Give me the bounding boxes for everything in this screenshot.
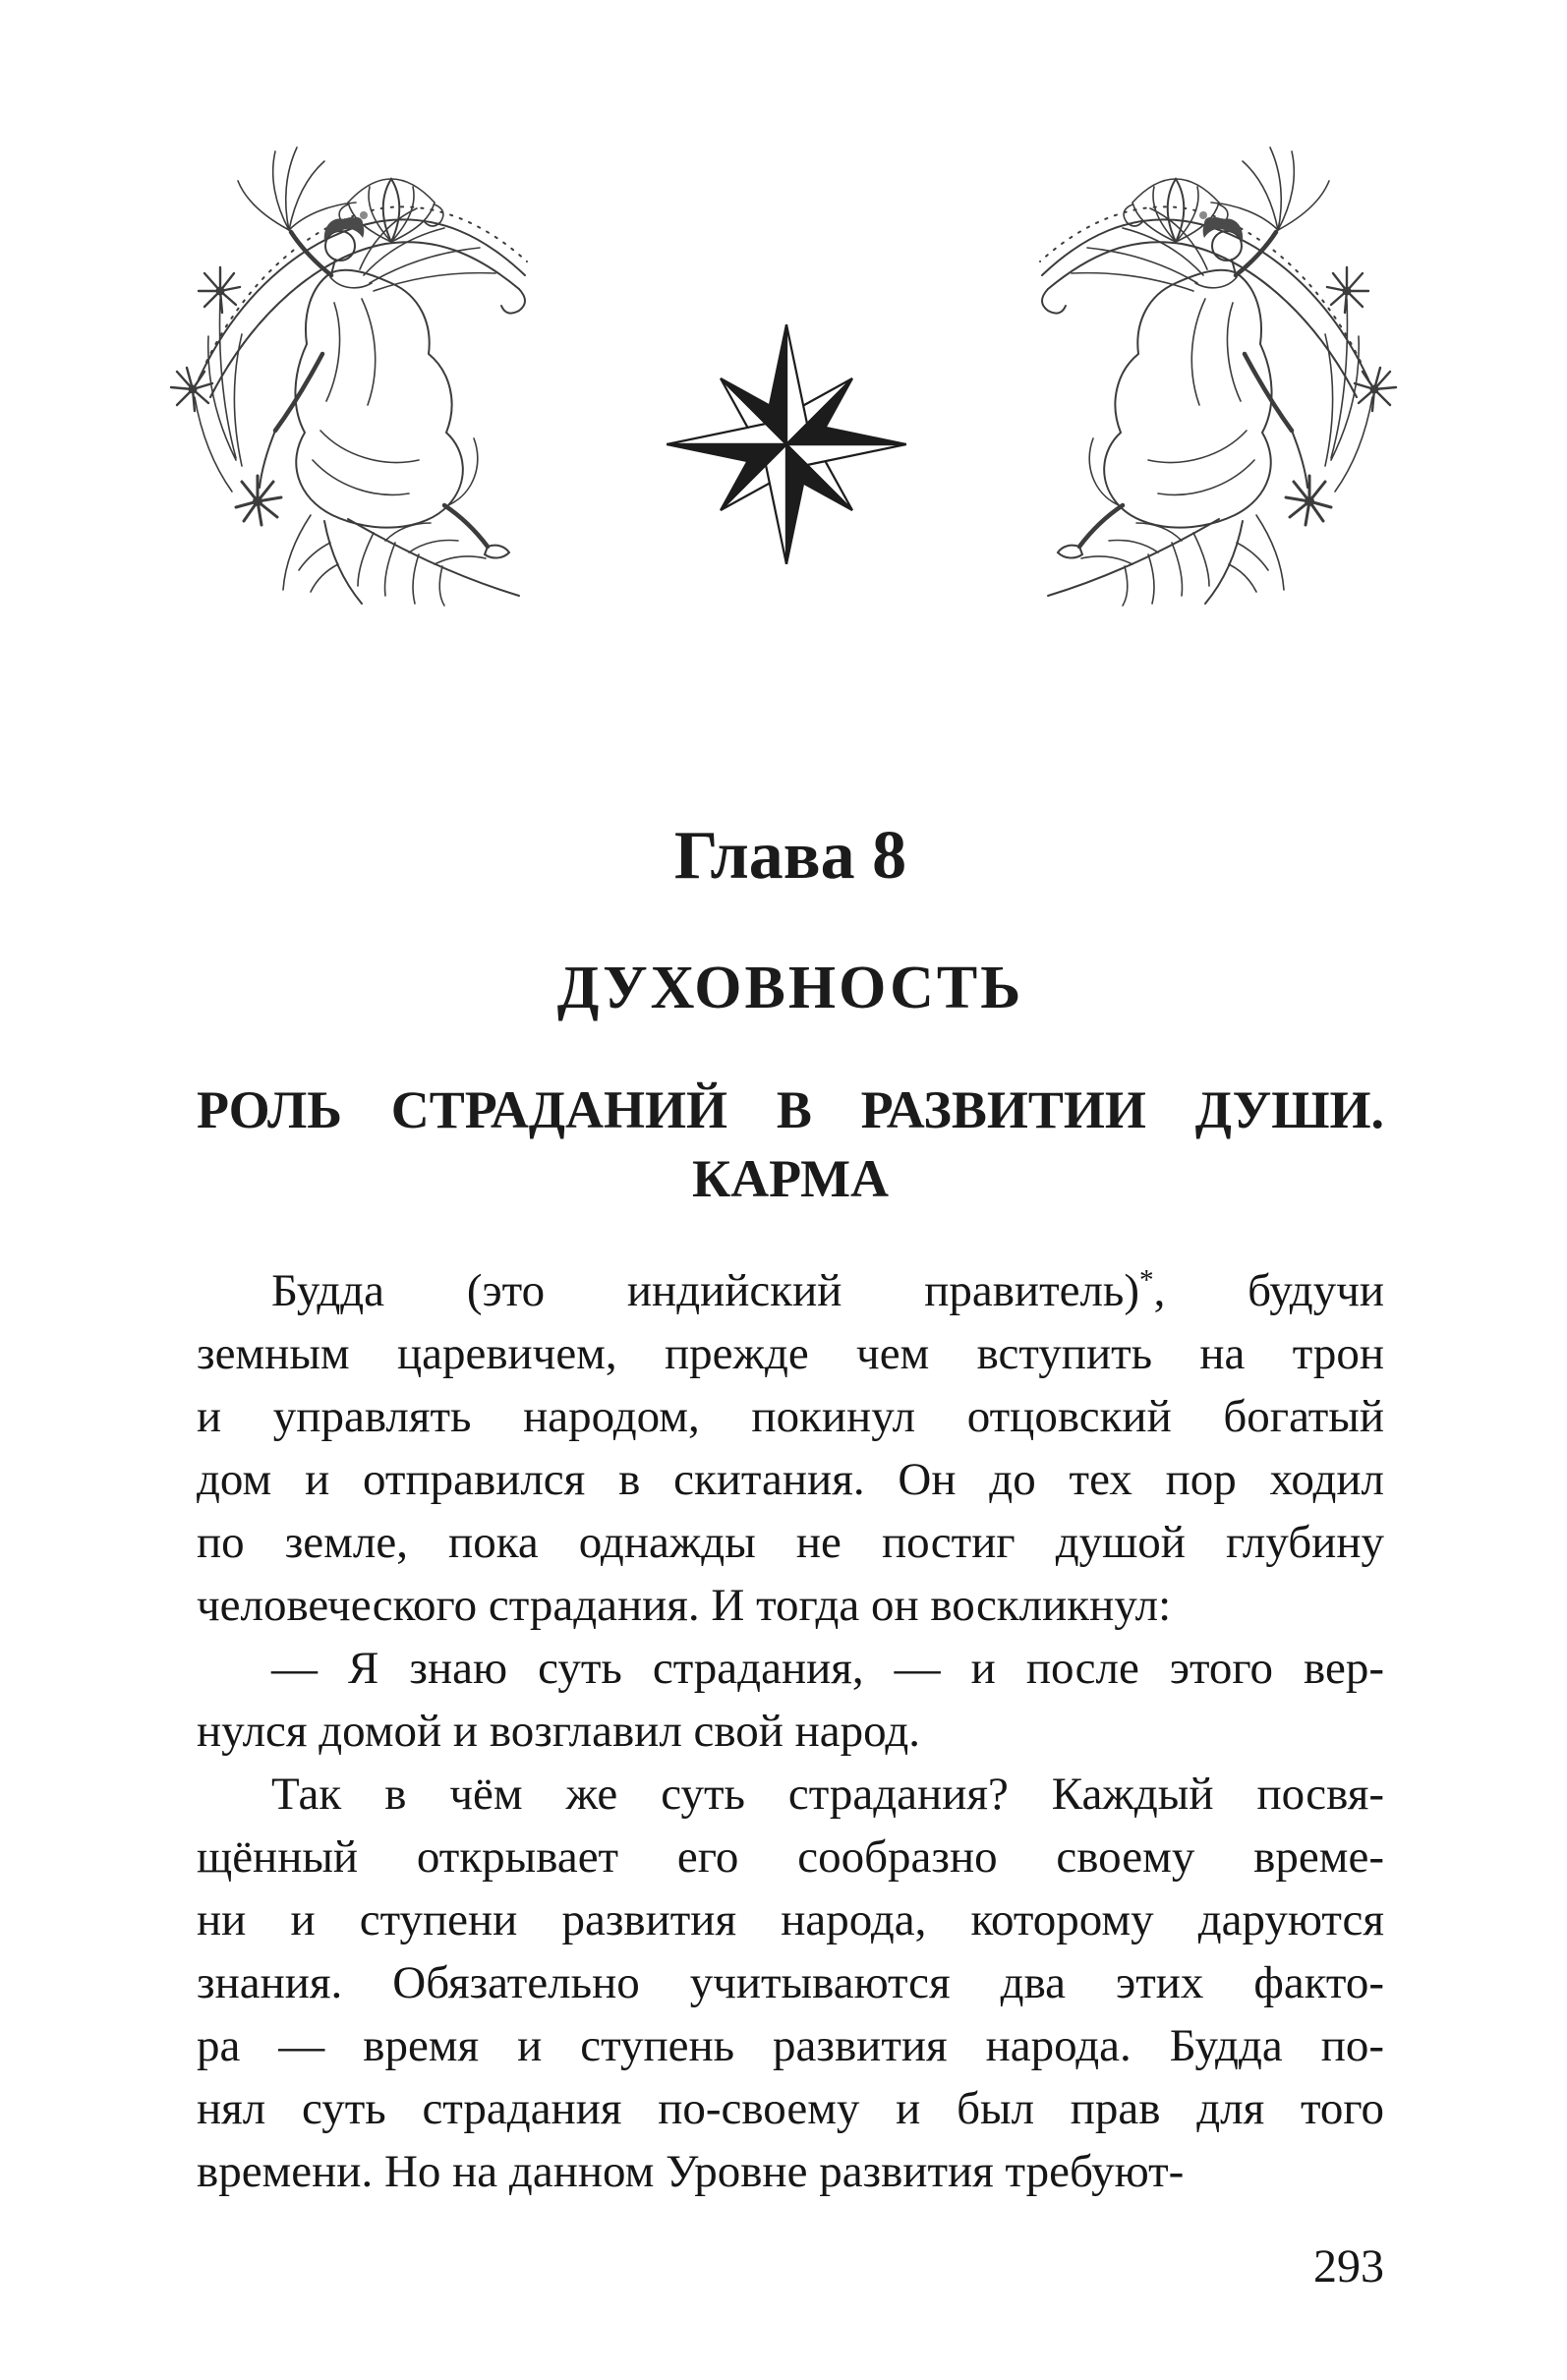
section-title <box>197 1075 1384 1213</box>
chapter-label: Глава 8 <box>673 818 907 894</box>
text-line: по земле, пока однажды не постиг душой глубину <box>197 1517 1384 1568</box>
text-line: и управлять народом, покинул отцовский богатый <box>197 1391 1384 1442</box>
body-text <box>197 1259 1384 2203</box>
section-title-line1: РОЛЬ СТРАДАНИЙ В РАЗВИТИИ ДУШИ. <box>197 1080 1384 1139</box>
text-line: нял суть страдания по-своему и был прав для того <box>197 2083 1384 2134</box>
text-line: Так в чём же суть страдания? Каждый посвя- <box>271 1769 1384 1820</box>
paragraph <box>197 1763 1384 2203</box>
text-line: ни и ступени развития народа, которому даруются <box>197 1894 1384 1945</box>
text-line: ра — время и ступень развития народа. Будда по- <box>197 2020 1384 2071</box>
chapter-title: ДУХОВНОСТЬ <box>556 955 1024 1021</box>
text-line: — Я знаю суть страдания, — и после этого вер- <box>271 1643 1384 1694</box>
compass-rose-icon <box>667 324 906 564</box>
paragraph <box>197 1637 1384 1763</box>
text-line: земным царевичем, прежде чем вступить на трон <box>197 1328 1384 1379</box>
text-line: Будда (это индийский правитель)*, будучи <box>271 1264 1384 1316</box>
paragraph <box>197 1259 1384 1637</box>
text-line: щённый открывает его сообразно своему време- <box>197 1831 1384 1883</box>
fairy-vignette-icon <box>138 126 531 608</box>
text-line: человеческого страдания. И тогда он воскликнул: <box>197 1580 1172 1631</box>
fairy-vignette-icon <box>1036 126 1429 608</box>
section-title-line2: КАРМА <box>691 1149 890 1208</box>
footnote-asterisk: * <box>1139 1264 1154 1297</box>
text-line: времени. Но на данном Уровне развития требуют- <box>197 2146 1185 2197</box>
page-number: 293 <box>1313 2240 1384 2293</box>
text-line: дом и отправился в скитания. Он до тех пор ходил <box>197 1454 1384 1505</box>
text-line: знания. Обязательно учитываются два этих факто- <box>197 1957 1384 2008</box>
text-line: нулся домой и возглавил свой народ. <box>197 1706 920 1757</box>
fairy-vignette-right-illustration <box>1036 126 1429 608</box>
fairy-vignette-left-illustration <box>138 126 531 608</box>
